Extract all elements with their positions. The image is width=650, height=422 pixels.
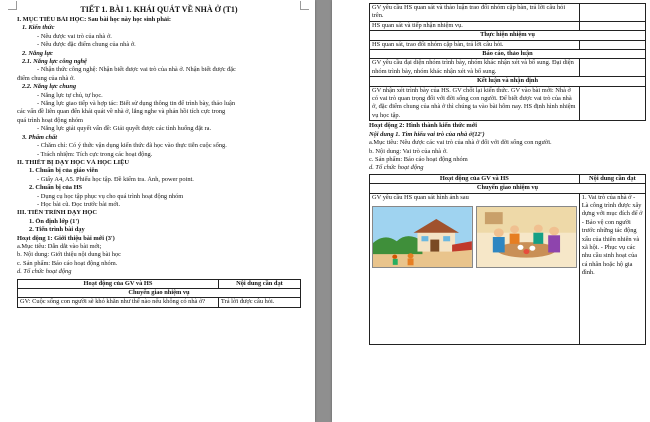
text-line: - Chăm chỉ: Có ý thức vận dụng kiến thức đã học vào thực tiễn cuộc sống. <box>37 142 227 150</box>
text-line: 2. Tiến trình bài dạy <box>29 226 85 234</box>
text-line: c. Sản phẩm: Báo cáo hoạt động nhóm <box>369 155 468 163</box>
table-section-row: Báo cáo, thảo luận <box>370 50 646 59</box>
right-text-block <box>369 122 646 172</box>
text-line: - Dụng cụ học tập phục vụ cho quá trình hoạt động nhóm <box>37 192 184 200</box>
table-cell: GV yêu cầu đại diện nhóm trình bày, nhóm khác nhận xét và bổ sung. Đại diện nhóm trình bày, nhóm khác nhận xét và bổ sung. <box>370 59 580 77</box>
text-line: - Trách nhiệm: Tích cực trong các hoạt động. <box>37 150 153 158</box>
table-cell: Trả lời được câu hỏi. <box>218 298 300 307</box>
activity-table <box>17 279 301 308</box>
text-line: a.Mục tiêu: Dẫn dắt vào bài mới; <box>17 242 102 250</box>
table-header-content: Nội dung cần đạt <box>579 174 645 183</box>
table-section-row: Kết luận và nhận định <box>370 77 646 86</box>
table-header-activities: Hoạt động của GV và HS <box>370 174 580 183</box>
page-left <box>0 0 315 422</box>
text-line: III. TIẾN TRÌNH DẠY HỌC <box>17 209 97 217</box>
text-line: quá trình hoạt động nhóm <box>17 116 84 124</box>
text-line: - Năng lực giao tiếp và hợp tác: Biết sử dụng thông tin để trình bày, thảo luận <box>37 100 236 108</box>
table-cell: GV: Cuộc sống con người sẽ khó khăn như thế nào nếu không có nhà ở? <box>18 298 219 307</box>
table-cell: GV yêu cầu HS quan sát hình ảnh sau <box>372 193 469 201</box>
continued-activity-table <box>369 3 646 121</box>
table-cell-empty <box>579 59 645 77</box>
table-cell-empty <box>579 21 645 30</box>
activity-table-2 <box>369 174 646 345</box>
table-section-row: Thực hiện nhiệm vụ <box>370 31 646 40</box>
table-cell-empty <box>579 4 645 22</box>
text-line: I. MỤC TIÊU BÀI HỌC: Sau bài học này học sinh phải: <box>17 16 172 23</box>
text-line: - Nêu được vai trò của nhà ở. <box>37 32 112 40</box>
text-line: - Nhận thức công nghệ: Nhận biết được vai trò của nhà ở. Nhận biết được đặc <box>37 66 236 74</box>
text-line: 2.1. Năng lực công nghệ <box>22 58 87 66</box>
text-line: 2.2. Năng lực chung <box>22 83 77 91</box>
table-cell-empty <box>579 40 645 49</box>
text-line: 1. Chuẩn bị của giáo viên <box>29 167 98 175</box>
table-cell: HS quan sát và tiếp nhận nhiệm vụ. <box>370 21 580 30</box>
crop-mark <box>300 1 309 10</box>
text-line: 3. Phẩm chất <box>22 133 57 141</box>
table-cell: GV nhận xét trình bày của HS. GV chốt lại kiến thức. GV vào bài mới: Nhà ở có vai trò quan trọng đối với đời sống con người. Để biết được vai trò của nhà ở, đặc điểm chung của nhà ở thì chúng ta vào bài hôm nay. HS định hình nhiệm vụ học tập. <box>370 86 580 121</box>
table-header-activities: Hoạt động của GV và HS <box>18 279 219 288</box>
text-line: c. Sản phẩm: Báo cáo hoạt động nhóm. <box>17 259 118 267</box>
text-line: Hoạt động 1: Giới thiệu bài mới (3') <box>17 234 115 242</box>
text-line: 1. Ổn định lớp (1') <box>29 217 80 225</box>
text-line: b. Nội dung: Giới thiệu nội dung bài học <box>17 251 122 259</box>
text-line: II. THIẾT BỊ DẠY HỌC VÀ HỌC LIỆU <box>17 158 129 166</box>
text-line: - Nêu được đặc điểm chung của nhà ở. <box>37 41 136 49</box>
text-line: Hoạt động 2: Hình thành kiến thức mới <box>369 122 478 130</box>
table-cell: HS quan sát, trao đổi nhóm cặp bàn, trả lời câu hỏi. <box>370 40 580 49</box>
table-section-row: Chuyển giao nhiệm vụ <box>18 289 301 298</box>
table-cell-content <box>579 193 645 344</box>
text-line: Nội dung 1. Tìm hiểu vai trò của nhà ở(12') <box>369 130 485 138</box>
family-meal-illustration <box>476 206 577 268</box>
page-right <box>332 0 650 422</box>
text-line: - Giấy A4, A5. Phiếu học tập. Đề kiểm tra. Ảnh, power point. <box>37 175 194 183</box>
text-line: 2. Năng lực <box>22 49 53 57</box>
text-line: - Học bài cũ. Đọc trước bài mới. <box>37 200 121 208</box>
table-section-row: Chuyển giao nhiệm vụ <box>370 184 646 193</box>
illustration-row <box>372 206 577 268</box>
text-line: - Năng lực tự chủ, tự học. <box>37 91 103 99</box>
text-line: d. Tổ chức hoạt động <box>369 164 424 172</box>
text-line: điểm chung của nhà ở. <box>17 74 75 82</box>
role-of-housing-text: 1. Vai trò của nhà ở - Là công trình được xây dựng với mục đích để ở - Bảo vệ con người trước những tác động xấu của thiên nhiên và xã hội. - Phục vụ các nhu cầu sinh hoạt của cá nhân hoặc hộ gia đình. <box>581 193 643 277</box>
text-line: d. Tổ chức hoạt động <box>17 268 72 276</box>
text-line: các vấn đề liên quan đến khái quát về nhà ở, lắng nghe và phản hồi tích cực trong <box>17 108 226 116</box>
crop-mark <box>8 1 17 10</box>
text-line: 2. Chuẩn bị của HS <box>29 184 83 192</box>
table-cell-empty <box>579 86 645 121</box>
table-header-content: Nội dung cần đạt <box>218 279 300 288</box>
text-line: b. Nội dung: Vai trò của nhà ở. <box>369 147 448 155</box>
left-text-block <box>17 16 301 277</box>
text-line: 1. Kiến thức <box>22 24 55 32</box>
document-title: TIẾT 1. BÀI 1. KHÁI QUÁT VỀ NHÀ Ở (T1) <box>80 5 238 14</box>
table-cell: GV yêu cầu HS quan sát và thảo luận trao đổi nhóm cặp bàn, trả lời câu hỏi trên. <box>370 4 580 22</box>
house-illustration <box>372 206 473 268</box>
text-line: a.Mục tiêu: Nêu được các vai trò của nhà ở đối với đời sống con người. <box>369 139 552 147</box>
text-line: - Năng lực giải quyết vấn đề: Giải quyết được các tình huống đặt ra. <box>37 125 212 133</box>
